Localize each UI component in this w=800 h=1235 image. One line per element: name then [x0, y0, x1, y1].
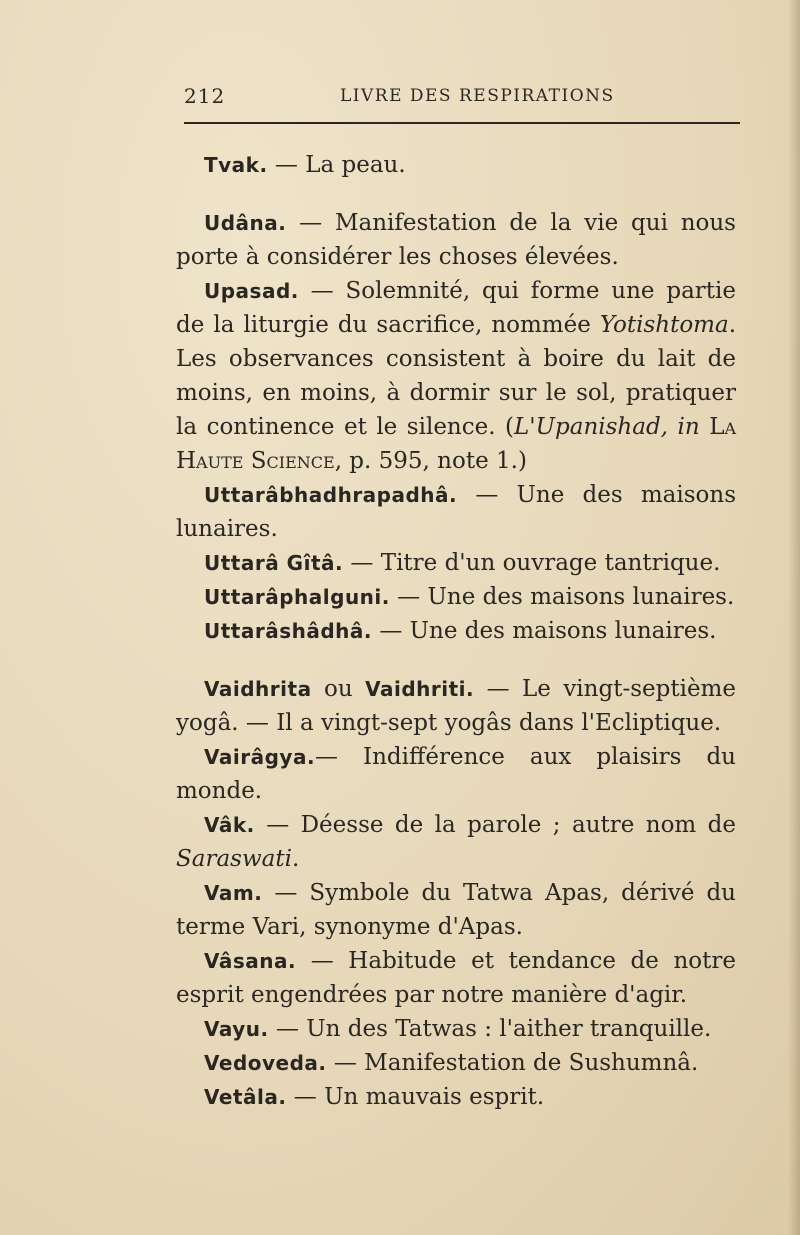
entry-term: Vaidhrita: [204, 677, 312, 701]
glossary-entry-vedoveda: [176, 1046, 736, 1080]
entry-smallcaps: La Haute Science: [176, 414, 737, 474]
entry-definition: — Une des maisons lunaires.: [176, 482, 736, 542]
entry-term: Uttarâshâdhâ.: [204, 619, 373, 643]
glossary-entry-vak: [176, 808, 736, 876]
entry-definition: — Habitude et tendance de notre esprit engendrées par notre manière d'agir.: [176, 948, 736, 1008]
entry-definition: — Symbole du Tatwa Apas, dérivé du terme Vari, synonyme d'Apas.: [176, 880, 736, 940]
entry-term: Vayu.: [204, 1017, 269, 1041]
glossary-entry-vasana: [176, 944, 736, 1012]
glossary-entry-vam: [176, 876, 736, 944]
entry-definition: — Déesse de la parole ; autre nom de: [254, 812, 736, 838]
entry-term: Uttarâbhadhrapadhâ.: [204, 483, 458, 507]
entry-term: Vairâgya.: [204, 745, 316, 769]
entry-definition: — Un mauvais esprit.: [286, 1084, 545, 1110]
glossary-entry-vayu: [176, 1012, 736, 1046]
page-header: [184, 84, 740, 114]
entry-definition: .: [291, 846, 300, 872]
entry-italic: Saraswati: [176, 846, 292, 872]
glossary-entry-vaidhrita: [176, 672, 736, 740]
entry-definition: — La peau.: [267, 152, 406, 178]
entry-definition: — Une des maisons lunaires.: [372, 618, 717, 644]
glossary-entry-uttaraphalguni: [176, 580, 736, 614]
entry-term: Tvak.: [204, 153, 268, 177]
entry-term: Udâna.: [204, 211, 287, 235]
glossary-entry-uttarabhadhrapadha: [176, 478, 736, 546]
glossary-entry-udana: [176, 206, 736, 274]
entry-term: Upasad.: [204, 279, 299, 303]
entry-italic: L'Upanishad, in: [514, 414, 700, 440]
glossary-entry-uttarashadha: [176, 614, 736, 648]
entry-definition: — Solemnité, qui forme une partie de la liturgie du sacrifice, nommée: [176, 278, 736, 338]
entry-definition: — Manifestation de la vie qui nous porte à considérer les choses élevées.: [176, 210, 736, 270]
entry-term: Uttarâ Gîtâ.: [204, 551, 344, 575]
entry-italic: Yotishtoma: [599, 312, 729, 338]
entry-definition: — Indifférence aux plaisirs du monde.: [176, 744, 736, 804]
entry-term: Vam.: [204, 881, 263, 905]
entry-term: Vetâla.: [204, 1085, 287, 1109]
entry-term: Vâk.: [204, 813, 255, 837]
entry-definition: — Le vingt-septième yogâ. — Il a vingt-sept yogâs dans l'Ecliptique.: [176, 676, 736, 736]
entry-definition: . Les observances consistent à boire du lait de moins, en moins, à dormir sur le sol, pratiquer la continence et le silence. (: [176, 312, 736, 440]
entry-term: Vâsana.: [204, 949, 297, 973]
entry-definition: — Une des maisons lunaires.: [389, 584, 735, 610]
entry-definition: — Titre d'un ouvrage tantrique.: [343, 550, 721, 576]
entry-definition: , p. 595, note 1.): [334, 448, 527, 474]
page-edge-shadow: [788, 0, 800, 1235]
glossary-entry-uttara-gita: [176, 546, 736, 580]
running-title: LIVRE DES RESPIRATIONS: [340, 86, 615, 106]
glossary-entry-vairagya: [176, 740, 736, 808]
entry-definition: — Manifestation de Sushumnâ.: [326, 1050, 699, 1076]
header-rule: [184, 122, 740, 124]
entry-term: Vedoveda.: [204, 1051, 327, 1075]
entry-definition: ou: [311, 676, 366, 702]
glossary-body: [176, 148, 736, 1114]
page-number: 212: [184, 84, 226, 108]
entry-definition: [700, 414, 710, 440]
glossary-entry-upasad: [176, 274, 736, 478]
glossary-entry-tvak: [176, 148, 736, 182]
entry-term-alt: Vaidhriti.: [365, 677, 475, 701]
glossary-entry-vetala: [176, 1080, 736, 1114]
entry-definition: — Un des Tatwas : l'aither tranquille.: [268, 1016, 712, 1042]
entry-term: Uttarâphalguni.: [204, 585, 390, 609]
